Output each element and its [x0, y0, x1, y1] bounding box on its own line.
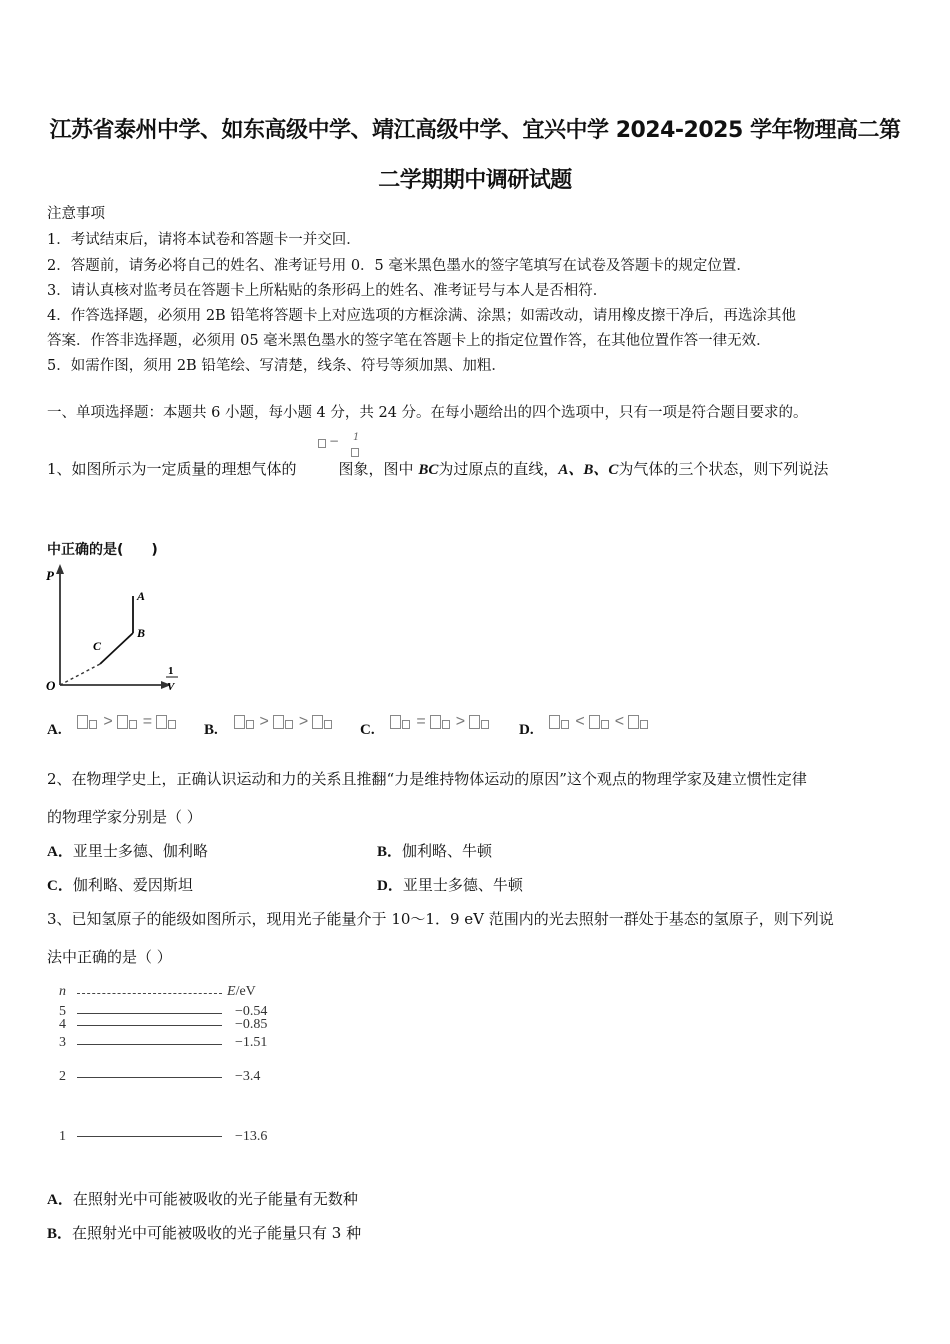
page-title-line2: 二学期期中调研试题	[378, 168, 572, 193]
notice-item: 3．请认真核对监考员在答题卡上所粘贴的条形码上的姓名、准考证号与本人是否相符．	[47, 283, 608, 299]
svg-text:B: B	[137, 626, 146, 640]
q1-option-c[interactable]: C. = >	[360, 712, 492, 731]
svg-text:C: C	[93, 639, 102, 653]
notice-item: 5．如需作图，须用 2B 铅笔绘、写清楚，线条、符号等须加黑、加粗．	[47, 358, 506, 374]
q1-option-a[interactable]: A. > =	[47, 712, 179, 731]
axis-label-p: P	[46, 568, 54, 583]
q3-option-b[interactable]: B．在照射光中可能被吸收的光子能量只有 3 种	[47, 1224, 362, 1242]
notice-item: 2．答题前，请务必将自己的姓名、准考证号用 0．5 毫米黑色墨水的签字笔填写在试卷及答题卡的规定位置．	[47, 258, 751, 274]
page-title-line1: 江苏省泰州中学、如东高级中学、靖江高级中学、宜兴中学 2024-2025 学年物理高二第	[49, 118, 901, 143]
q2-option-b[interactable]: B．伽利略、牛顿	[377, 842, 493, 860]
svg-text:O: O	[46, 678, 56, 693]
formula-placeholder: − 1	[318, 434, 339, 448]
q2-option-d[interactable]: D．亚里士多德、牛顿	[377, 876, 523, 894]
q2-option-c[interactable]: C．伽利略、爱因斯坦	[47, 876, 193, 894]
q3-stem-line2: 法中正确的是（ ）	[47, 948, 172, 966]
q1-stem-line2: 中正确的是( )	[47, 542, 158, 558]
q1-option-b[interactable]: B. > >	[204, 712, 335, 731]
q2-stem-line1: 2、在物理学史上，正确认识运动和力的关系且推翻“力是维持物体运动的原因”这个观点的物理学家及建立惯性定律	[47, 770, 807, 788]
placeholder-glyph-icon	[351, 448, 359, 457]
notice-heading: 注意事项	[47, 206, 105, 222]
q2-stem-line2: 的物理学家分别是（ ）	[47, 808, 202, 826]
energy-level-diagram: n E/eV 5 −0.54 4 −0.85 3 −1.51 2 −3.4 1 −13.6	[59, 984, 268, 1144]
pv-graph	[40, 560, 190, 700]
notice-item: 1．考试结束后，请将本试卷和答题卡一并交回．	[47, 232, 361, 248]
notice-item: 4．作答选择题，必须用 2B 铅笔将答题卡上对应选项的方框涂满、涂黑；如需改动，请用橡皮擦干净后，再选涂其他	[47, 308, 796, 324]
svg-text:A: A	[137, 589, 146, 603]
section-heading: 一、单项选择题：本题共 6 小题，每小题 4 分，共 24 分。在每小题给出的四个选项中，只有一项是符合题目要求的。	[47, 405, 808, 421]
svg-text:V: V	[167, 681, 175, 693]
energy-axis-label: E/eV	[227, 984, 256, 999]
notice-item: 答案．作答非选择题，必须用 05 毫米黑色墨水的签字笔在答题卡上的指定位置作答，在其他位置作答一律无效．	[47, 333, 771, 349]
q1-stem-line1: 1、如图所示为一定质量的理想气体的 图象，图中 BC为过原点的直线，A、B、C为气体的三个状态，则下列说法	[47, 460, 829, 478]
svg-text:1: 1	[168, 665, 174, 677]
q1-option-d[interactable]: D. < <	[519, 712, 651, 731]
placeholder-glyph-icon	[318, 439, 326, 448]
q3-stem-line1: 3、已知氢原子的能级如图所示，现用光子能量介于 10～1．9 eV 范围内的光去照射一群处于基态的氢原子，则下列说	[47, 910, 834, 928]
q3-option-a[interactable]: A．在照射光中可能被吸收的光子能量有无数种	[47, 1190, 358, 1208]
q2-option-a[interactable]: A．亚里士多德、伽利略	[47, 842, 208, 860]
